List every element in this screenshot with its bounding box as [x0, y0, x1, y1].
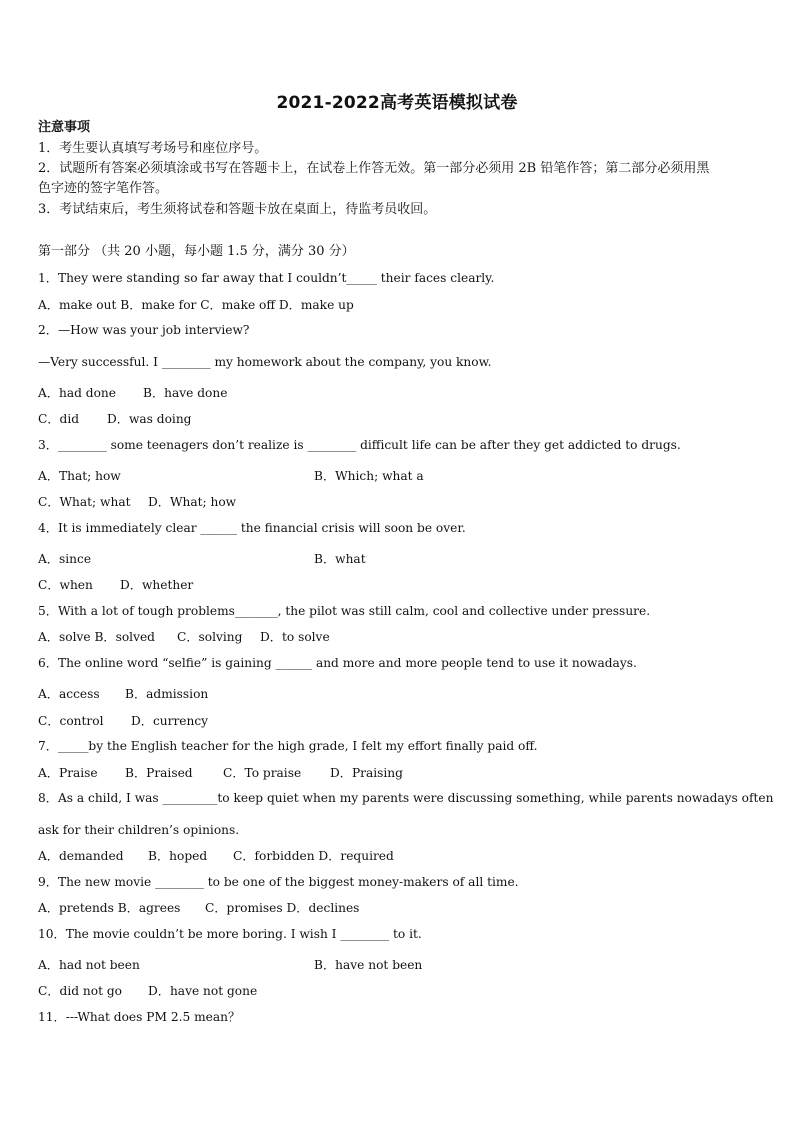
question-stem: 7．_____by the English teacher for the high grade, I felt my effort finally paid off.: [38, 739, 538, 753]
option-c: C．did: [38, 412, 80, 426]
option-d: D．to solve: [260, 630, 330, 644]
question-stem: 8．As a child, I was _________to keep quiet when my parents were discussing something, while parents nowadays often: [38, 791, 774, 805]
option-a: A．That; how: [38, 469, 121, 483]
question-stem: 2．—How was your job interview?: [38, 323, 250, 337]
notice-heading: 注意事项: [38, 120, 91, 135]
question-stem: 1．They were standing so far away that I couldn’t_____ their faces clearly.: [38, 271, 495, 285]
option-d: D．currency: [131, 714, 209, 728]
question-stem: 4．It is immediately clear ______ the financial crisis will soon be over.: [38, 521, 466, 535]
question-stem-continued: ask for their children’s opinions.: [38, 823, 240, 837]
section-heading: 第一部分 （共 20 小题，每小题 1.5 分，满分 30 分）: [38, 244, 355, 259]
question-stem-continued: —Very successful. I ________ my homework about the company, you know.: [38, 355, 492, 369]
option-ab: A．pretends B．agrees: [38, 901, 181, 915]
option-b: B．Praised: [125, 766, 193, 780]
option-a: A．since: [38, 552, 92, 566]
option-d: D．was doing: [107, 412, 192, 426]
notice-item: 色字迹的签字笔作答。: [38, 181, 169, 196]
notice-item: 1．考生要认真填写考场号和座位序号。: [38, 141, 268, 156]
question-stem: 10．The movie couldn’t be more boring. I wish I ________ to it.: [38, 927, 422, 941]
option-c: C．What; what: [38, 495, 131, 509]
question-options: A．make out B．make for C．make off D．make up: [38, 298, 354, 312]
option-a: A．had done: [38, 386, 116, 400]
option-a: A．demanded: [38, 849, 124, 863]
option-b: B．hoped: [148, 849, 208, 863]
notice-item: 2．试题所有答案必须填涂或书写在答题卡上，在试卷上作答无效。第一部分必须用 2B 铅笔作答；第二部分必须用黑: [38, 161, 710, 176]
option-cd: C．forbidden D．required: [233, 849, 394, 863]
question-stem: 5．With a lot of tough problems_______, the pilot was still calm, cool and collective under pressure.: [38, 604, 651, 618]
question-stem: 3．________ some teenagers don’t realize is ________ difficult life can be after they get addicted to drugs.: [38, 438, 681, 452]
option-cd: C．promises D．declines: [205, 901, 360, 915]
question-stem: 9．The new movie ________ to be one of the biggest money-makers of all time.: [38, 875, 519, 889]
option-b: B．admission: [125, 687, 209, 701]
option-b: B．Which; what a: [314, 469, 424, 483]
question-stem: 6．The online word “selfie” is gaining ______ and more and more people tend to use it nowadays.: [38, 656, 637, 670]
option-a: A．Praise: [38, 766, 98, 780]
option-b: B．what: [314, 552, 366, 566]
option-c: C．To praise: [223, 766, 302, 780]
option-a: A．access: [38, 687, 100, 701]
option-d: D．Praising: [330, 766, 403, 780]
option-c: C．control: [38, 714, 104, 728]
option-c: C．when: [38, 578, 93, 592]
option-c: C．solving: [177, 630, 243, 644]
option-d: D．have not gone: [148, 984, 258, 998]
option-a: A．had not been: [38, 958, 140, 972]
option-c: C．did not go: [38, 984, 122, 998]
option-ab: A．solve B．solved: [38, 630, 155, 644]
question-stem: 11．---What does PM 2.5 mean？: [38, 1010, 241, 1024]
option-b: B．have not been: [314, 958, 423, 972]
option-d: D．whether: [120, 578, 194, 592]
option-d: D．What; how: [148, 495, 237, 509]
notice-item: 3．考试结束后，考生须将试卷和答题卡放在桌面上，待监考员收回。: [38, 202, 437, 217]
option-b: B．have done: [143, 386, 228, 400]
page-title: 2021-2022高考英语模拟试卷: [276, 93, 518, 113]
